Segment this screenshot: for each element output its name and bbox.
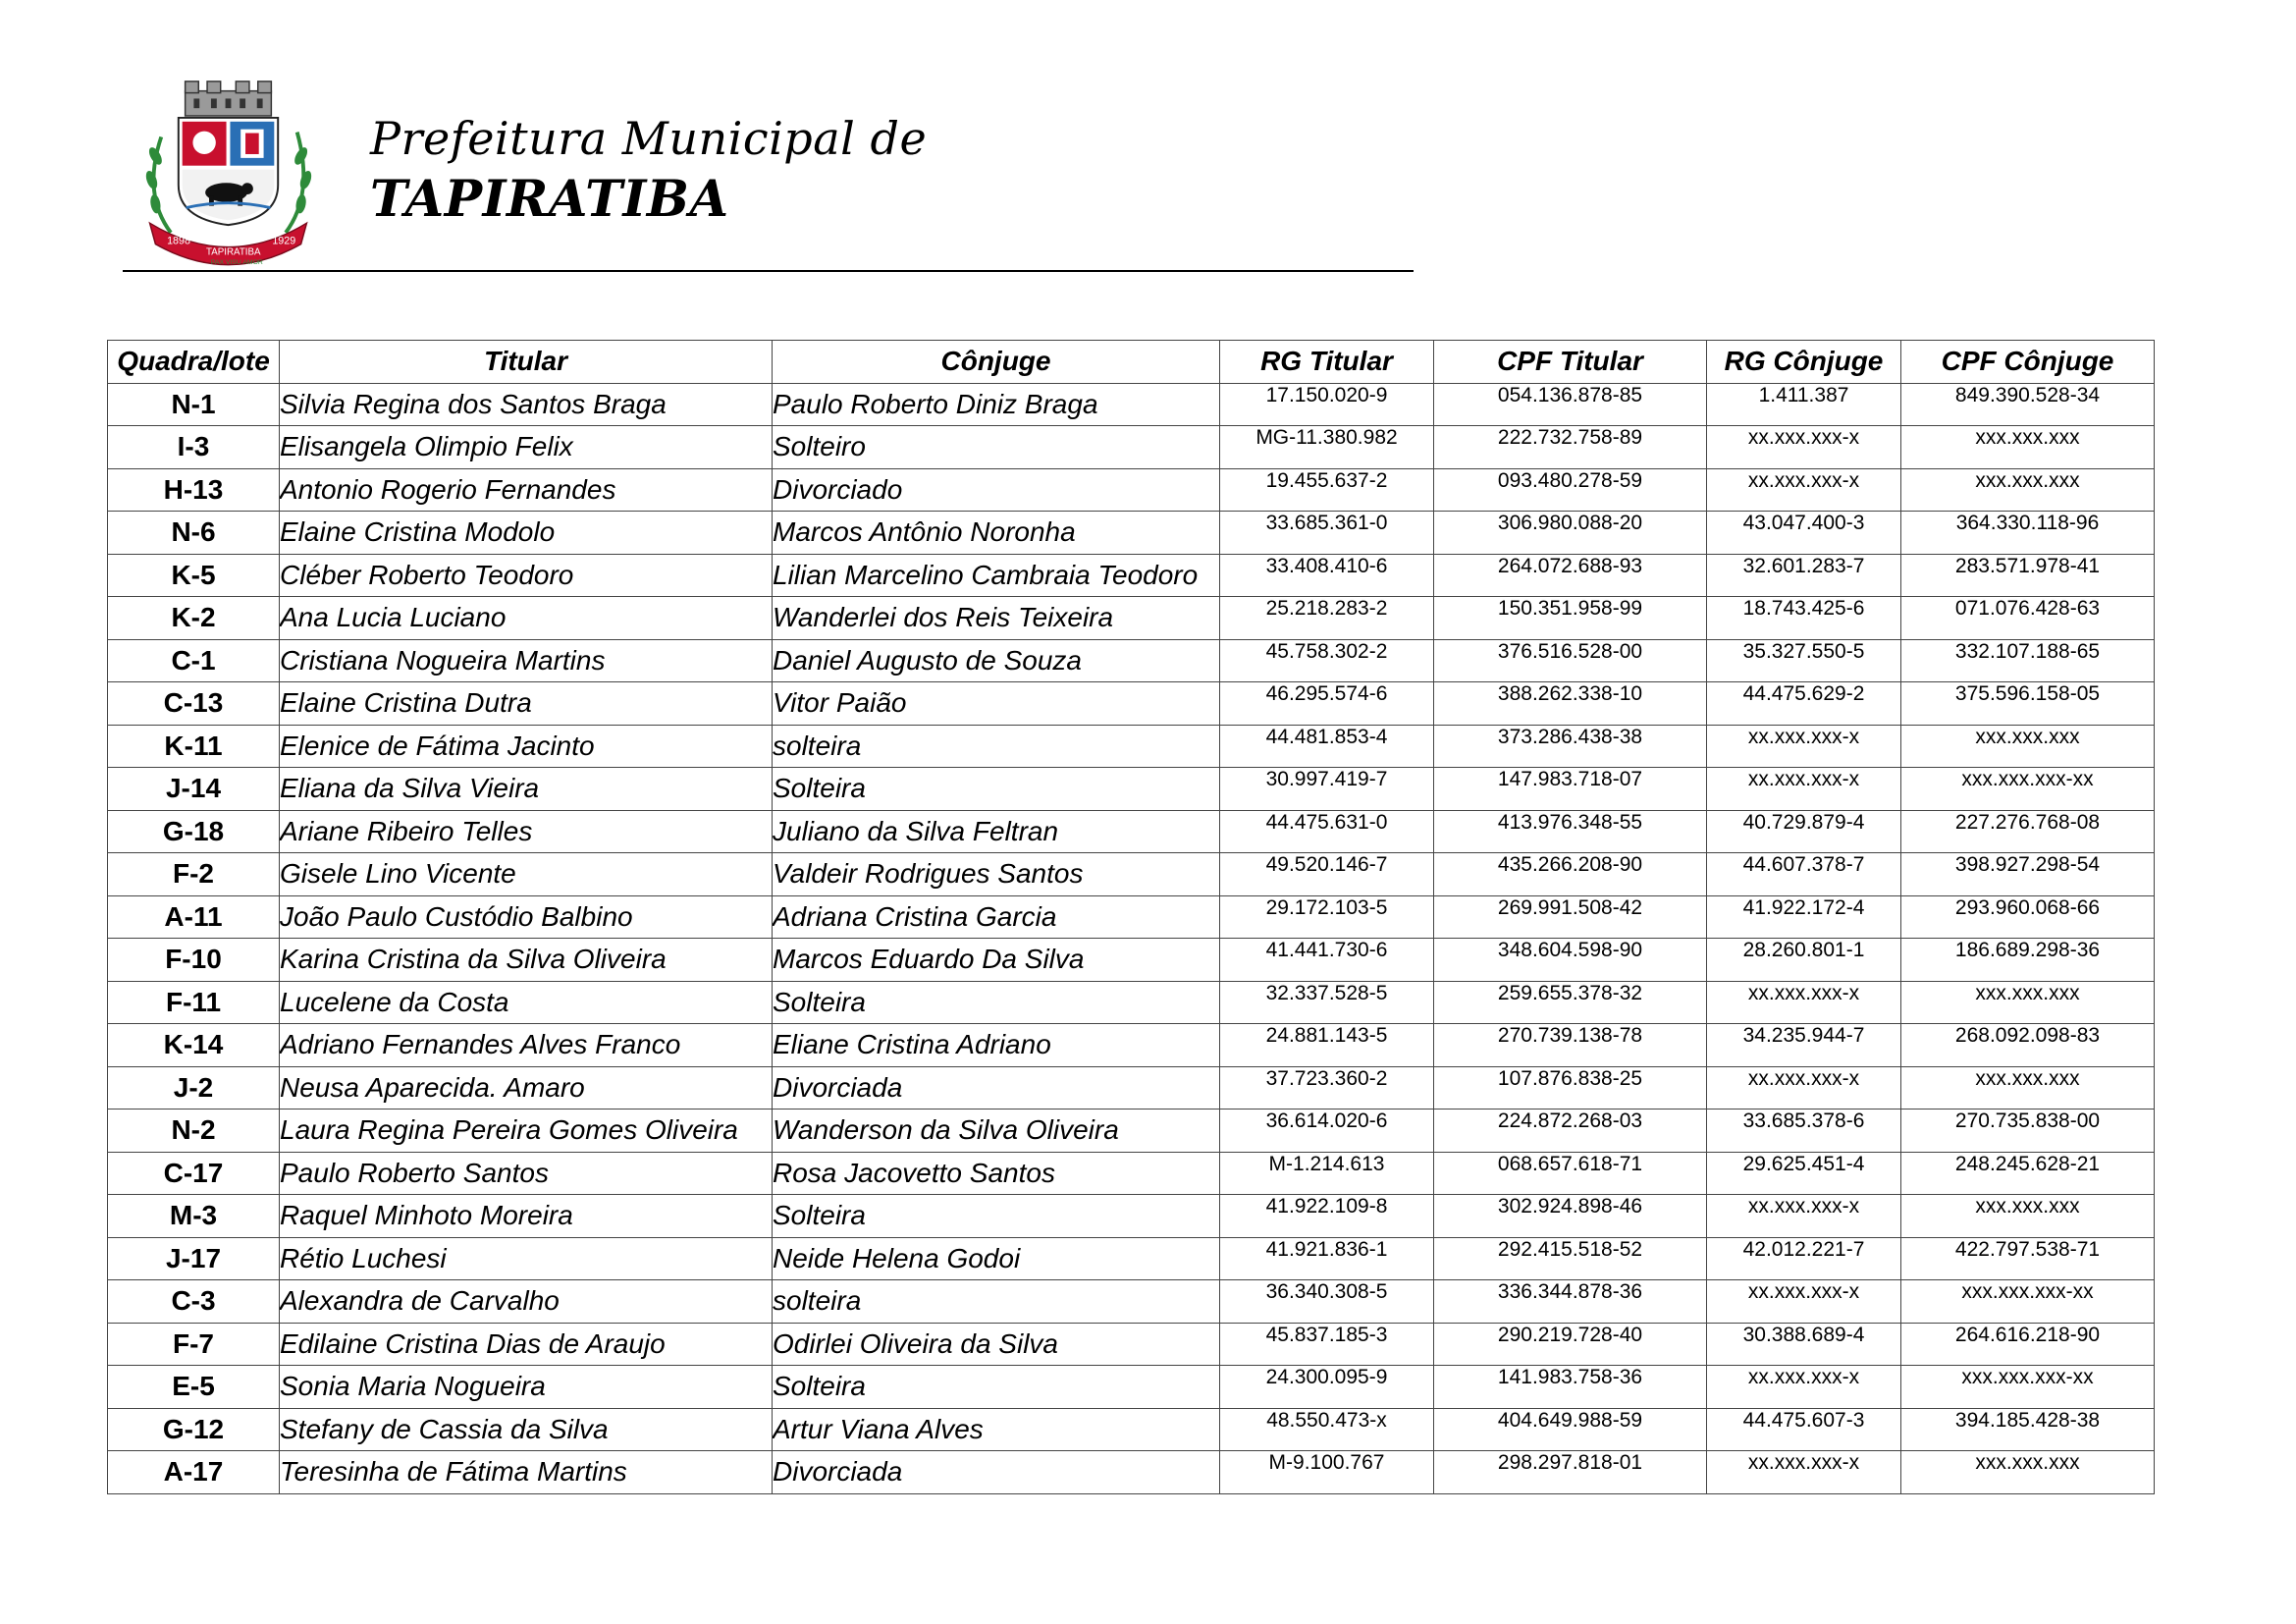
cpf-conjuge-cell: 394.185.428-38 — [1901, 1408, 2155, 1451]
cpf-titular-cell: 107.876.838-25 — [1434, 1066, 1707, 1110]
titular-cell: Edilaine Cristina Dias de Araujo — [280, 1323, 773, 1366]
header-divider — [123, 270, 1414, 272]
table-row — [108, 853, 2155, 896]
rg-conjuge-cell: xx.xxx.xxx-x — [1707, 468, 1901, 512]
table-row — [108, 1066, 2155, 1110]
cpf-titular-cell: 302.924.898-46 — [1434, 1195, 1707, 1238]
conjuge-cell: Solteira — [773, 1195, 1220, 1238]
rg-conjuge-cell: 34.235.944-7 — [1707, 1024, 1901, 1067]
cpf-titular-cell: 068.657.618-71 — [1434, 1152, 1707, 1195]
quadra-lote-cell: C-13 — [108, 682, 280, 726]
titular-cell: Elenice de Fátima Jacinto — [280, 725, 773, 768]
cpf-conjuge-cell: 293.960.068-66 — [1901, 895, 2155, 939]
rg-conjuge-cell: xx.xxx.xxx-x — [1707, 768, 1901, 811]
rg-conjuge-cell: 33.685.378-6 — [1707, 1110, 1901, 1153]
rg-titular-cell: 30.997.419-7 — [1220, 768, 1434, 811]
conjuge-cell: Marcos Eduardo Da Silva — [773, 939, 1220, 982]
quadra-lote-cell: F-11 — [108, 981, 280, 1024]
cpf-titular-cell: 054.136.878-85 — [1434, 383, 1707, 426]
quadra-lote-cell: M-3 — [108, 1195, 280, 1238]
cpf-titular-cell: 435.266.208-90 — [1434, 853, 1707, 896]
quadra-lote-cell: J-17 — [108, 1237, 280, 1280]
cpf-conjuge-cell: 398.927.298-54 — [1901, 853, 2155, 896]
rg-titular-cell: 37.723.360-2 — [1220, 1066, 1434, 1110]
svg-text:PAX VISU AMOR: PAX VISU AMOR — [210, 259, 263, 267]
column-header-titular: Titular — [280, 341, 773, 384]
quadra-lote-cell: A-17 — [108, 1451, 280, 1494]
cpf-conjuge-cell: xxx.xxx.xxx-xx — [1901, 768, 2155, 811]
titular-cell: Stefany de Cassia da Silva — [280, 1408, 773, 1451]
rg-titular-cell: 33.408.410-6 — [1220, 554, 1434, 597]
rg-conjuge-cell: xx.xxx.xxx-x — [1707, 981, 1901, 1024]
table-row — [108, 383, 2155, 426]
titular-cell: Eliana da Silva Vieira — [280, 768, 773, 811]
rg-conjuge-cell: 30.388.689-4 — [1707, 1323, 1901, 1366]
table-row — [108, 1110, 2155, 1153]
column-header-cpf-titular: CPF Titular — [1434, 341, 1707, 384]
quadra-lote-cell: C-17 — [108, 1152, 280, 1195]
rg-conjuge-cell: 40.729.879-4 — [1707, 810, 1901, 853]
titular-cell: Gisele Lino Vicente — [280, 853, 773, 896]
quadra-lote-cell: K-2 — [108, 597, 280, 640]
titular-cell: Silvia Regina dos Santos Braga — [280, 383, 773, 426]
quadra-lote-cell: F-2 — [108, 853, 280, 896]
column-header-rg-titular: RG Titular — [1220, 341, 1434, 384]
rg-conjuge-cell: 1.411.387 — [1707, 383, 1901, 426]
cpf-conjuge-cell: xxx.xxx.xxx — [1901, 1066, 2155, 1110]
quadra-lote-cell: A-11 — [108, 895, 280, 939]
conjuge-cell: Divorciado — [773, 468, 1220, 512]
cpf-titular-cell: 141.983.758-36 — [1434, 1366, 1707, 1409]
titular-cell: Karina Cristina da Silva Oliveira — [280, 939, 773, 982]
titular-cell: Rétio Luchesi — [280, 1237, 773, 1280]
rg-titular-cell: 24.881.143-5 — [1220, 1024, 1434, 1067]
rg-titular-cell: 29.172.103-5 — [1220, 895, 1434, 939]
quadra-lote-cell: C-1 — [108, 639, 280, 682]
cpf-titular-cell: 306.980.088-20 — [1434, 512, 1707, 555]
quadra-lote-cell: K-5 — [108, 554, 280, 597]
rg-titular-cell: M-1.214.613 — [1220, 1152, 1434, 1195]
titular-cell: Antonio Rogerio Fernandes — [280, 468, 773, 512]
table-row — [108, 597, 2155, 640]
cpf-titular-cell: 292.415.518-52 — [1434, 1237, 1707, 1280]
conjuge-cell: Odirlei Oliveira da Silva — [773, 1323, 1220, 1366]
rg-titular-cell: 19.455.637-2 — [1220, 468, 1434, 512]
column-header-conjuge: Cônjuge — [773, 341, 1220, 384]
cpf-conjuge-cell: 422.797.538-71 — [1901, 1237, 2155, 1280]
cpf-conjuge-cell: xxx.xxx.xxx — [1901, 426, 2155, 469]
svg-text:1929: 1929 — [272, 235, 296, 247]
rg-conjuge-cell: 44.475.607-3 — [1707, 1408, 1901, 1451]
table-row — [108, 768, 2155, 811]
table-header-row — [108, 341, 2155, 384]
cpf-titular-cell: 388.262.338-10 — [1434, 682, 1707, 726]
letterhead — [123, 79, 1414, 273]
rg-conjuge-cell: 44.475.629-2 — [1707, 682, 1901, 726]
cpf-titular-cell: 298.297.818-01 — [1434, 1451, 1707, 1494]
rg-conjuge-cell: 44.607.378-7 — [1707, 853, 1901, 896]
conjuge-cell: Wanderson da Silva Oliveira — [773, 1110, 1220, 1153]
table-row — [108, 682, 2155, 726]
cpf-conjuge-cell: 248.245.628-21 — [1901, 1152, 2155, 1195]
rg-titular-cell: 41.922.109-8 — [1220, 1195, 1434, 1238]
rg-titular-cell: 44.481.853-4 — [1220, 725, 1434, 768]
rg-titular-cell: 41.441.730-6 — [1220, 939, 1434, 982]
titular-cell: Ariane Ribeiro Telles — [280, 810, 773, 853]
beneficiaries-table — [107, 340, 2155, 1494]
table-row — [108, 1237, 2155, 1280]
cpf-titular-cell: 290.219.728-40 — [1434, 1323, 1707, 1366]
rg-conjuge-cell: xx.xxx.xxx-x — [1707, 725, 1901, 768]
cpf-conjuge-cell: 071.076.428-63 — [1901, 597, 2155, 640]
table-row — [108, 1152, 2155, 1195]
conjuge-cell: Marcos Antônio Noronha — [773, 512, 1220, 555]
cpf-titular-cell: 147.983.718-07 — [1434, 768, 1707, 811]
quadra-lote-cell: K-14 — [108, 1024, 280, 1067]
rg-conjuge-cell: 35.327.550-5 — [1707, 639, 1901, 682]
titular-cell: Ana Lucia Luciano — [280, 597, 773, 640]
cpf-conjuge-cell: xxx.xxx.xxx — [1901, 468, 2155, 512]
rg-titular-cell: 33.685.361-0 — [1220, 512, 1434, 555]
table-row — [108, 1323, 2155, 1366]
conjuge-cell: Divorciada — [773, 1451, 1220, 1494]
conjuge-cell: Neide Helena Godoi — [773, 1237, 1220, 1280]
table-row — [108, 981, 2155, 1024]
conjuge-cell: Rosa Jacovetto Santos — [773, 1152, 1220, 1195]
cpf-conjuge-cell: xxx.xxx.xxx — [1901, 981, 2155, 1024]
titular-cell: Cléber Roberto Teodoro — [280, 554, 773, 597]
quadra-lote-cell: J-2 — [108, 1066, 280, 1110]
rg-titular-cell: M-9.100.767 — [1220, 1451, 1434, 1494]
conjuge-cell: Paulo Roberto Diniz Braga — [773, 383, 1220, 426]
conjuge-cell: Vitor Paião — [773, 682, 1220, 726]
rg-conjuge-cell: 32.601.283-7 — [1707, 554, 1901, 597]
conjuge-cell: solteira — [773, 1280, 1220, 1324]
cpf-titular-cell: 336.344.878-36 — [1434, 1280, 1707, 1324]
table-row — [108, 426, 2155, 469]
svg-text:TAPIRATIBA: TAPIRATIBA — [206, 246, 261, 258]
table-row — [108, 1024, 2155, 1067]
cpf-conjuge-cell: 375.596.158-05 — [1901, 682, 2155, 726]
titular-cell: Neusa Aparecida. Amaro — [280, 1066, 773, 1110]
table-body — [108, 383, 2155, 1493]
rg-conjuge-cell: 28.260.801-1 — [1707, 939, 1901, 982]
rg-conjuge-cell: 43.047.400-3 — [1707, 512, 1901, 555]
quadra-lote-cell: F-10 — [108, 939, 280, 982]
rg-titular-cell: 45.837.185-3 — [1220, 1323, 1434, 1366]
cpf-titular-cell: 222.732.758-89 — [1434, 426, 1707, 469]
cpf-conjuge-cell: xxx.xxx.xxx — [1901, 725, 2155, 768]
rg-conjuge-cell: xx.xxx.xxx-x — [1707, 426, 1901, 469]
rg-titular-cell: 36.340.308-5 — [1220, 1280, 1434, 1324]
table-row — [108, 810, 2155, 853]
quadra-lote-cell: H-13 — [108, 468, 280, 512]
titular-cell: Raquel Minhoto Moreira — [280, 1195, 773, 1238]
table-row — [108, 895, 2155, 939]
table-row — [108, 468, 2155, 512]
cpf-titular-cell: 264.072.688-93 — [1434, 554, 1707, 597]
titular-cell: Sonia Maria Nogueira — [280, 1366, 773, 1409]
cpf-conjuge-cell: xxx.xxx.xxx — [1901, 1195, 2155, 1238]
titular-cell: Adriano Fernandes Alves Franco — [280, 1024, 773, 1067]
cpf-titular-cell: 150.351.958-99 — [1434, 597, 1707, 640]
cpf-conjuge-cell: 227.276.768-08 — [1901, 810, 2155, 853]
titular-cell: Laura Regina Pereira Gomes Oliveira — [280, 1110, 773, 1153]
rg-conjuge-cell: xx.xxx.xxx-x — [1707, 1366, 1901, 1409]
quadra-lote-cell: E-5 — [108, 1366, 280, 1409]
svg-text:1898: 1898 — [167, 235, 190, 247]
cpf-conjuge-cell: 186.689.298-36 — [1901, 939, 2155, 982]
rg-conjuge-cell: 29.625.451-4 — [1707, 1152, 1901, 1195]
titular-cell: Paulo Roberto Santos — [280, 1152, 773, 1195]
titular-cell: Alexandra de Carvalho — [280, 1280, 773, 1324]
cpf-conjuge-cell: 283.571.978-41 — [1901, 554, 2155, 597]
table-row — [108, 1451, 2155, 1494]
rg-conjuge-cell: 18.743.425-6 — [1707, 597, 1901, 640]
title-prefeitura: Prefeitura Municipal de — [370, 112, 928, 165]
column-header-rg-conjuge: RG Cônjuge — [1707, 341, 1901, 384]
table-row — [108, 725, 2155, 768]
rg-titular-cell: 36.614.020-6 — [1220, 1110, 1434, 1153]
conjuge-cell: Solteira — [773, 981, 1220, 1024]
rg-conjuge-cell: xx.xxx.xxx-x — [1707, 1066, 1901, 1110]
cpf-conjuge-cell: 332.107.188-65 — [1901, 639, 2155, 682]
cpf-conjuge-cell: 364.330.118-96 — [1901, 512, 2155, 555]
title-municipality: TAPIRATIBA — [370, 170, 729, 229]
conjuge-cell: Solteira — [773, 1366, 1220, 1409]
rg-titular-cell: 17.150.020-9 — [1220, 383, 1434, 426]
quadra-lote-cell: C-3 — [108, 1280, 280, 1324]
conjuge-cell: solteira — [773, 725, 1220, 768]
quadra-lote-cell: G-12 — [108, 1408, 280, 1451]
titular-cell: Cristiana Nogueira Martins — [280, 639, 773, 682]
cpf-titular-cell: 376.516.528-00 — [1434, 639, 1707, 682]
rg-conjuge-cell: 41.922.172-4 — [1707, 895, 1901, 939]
rg-titular-cell: 25.218.283-2 — [1220, 597, 1434, 640]
cpf-titular-cell: 224.872.268-03 — [1434, 1110, 1707, 1153]
quadra-lote-cell: N-2 — [108, 1110, 280, 1153]
cpf-conjuge-cell: 268.092.098-83 — [1901, 1024, 2155, 1067]
cpf-titular-cell: 259.655.378-32 — [1434, 981, 1707, 1024]
conjuge-cell: Valdeir Rodrigues Santos — [773, 853, 1220, 896]
titular-cell: João Paulo Custódio Balbino — [280, 895, 773, 939]
quadra-lote-cell: N-6 — [108, 512, 280, 555]
conjuge-cell: Adriana Cristina Garcia — [773, 895, 1220, 939]
rg-titular-cell: MG-11.380.982 — [1220, 426, 1434, 469]
rg-titular-cell: 41.921.836-1 — [1220, 1237, 1434, 1280]
rg-titular-cell: 44.475.631-0 — [1220, 810, 1434, 853]
table-row — [108, 1195, 2155, 1238]
header-title — [370, 110, 927, 232]
conjuge-cell: Juliano da Silva Feltran — [773, 810, 1220, 853]
cpf-titular-cell: 404.649.988-59 — [1434, 1408, 1707, 1451]
quadra-lote-cell: K-11 — [108, 725, 280, 768]
cpf-titular-cell: 348.604.598-90 — [1434, 939, 1707, 982]
titular-cell: Lucelene da Costa — [280, 981, 773, 1024]
rg-conjuge-cell: 42.012.221-7 — [1707, 1237, 1901, 1280]
conjuge-cell: Solteira — [773, 768, 1220, 811]
rg-conjuge-cell: xx.xxx.xxx-x — [1707, 1280, 1901, 1324]
table-row — [108, 1280, 2155, 1324]
quadra-lote-cell: F-7 — [108, 1323, 280, 1366]
cpf-titular-cell: 269.991.508-42 — [1434, 895, 1707, 939]
cpf-conjuge-cell: xxx.xxx.xxx-xx — [1901, 1366, 2155, 1409]
cpf-titular-cell: 373.286.438-38 — [1434, 725, 1707, 768]
rg-conjuge-cell: xx.xxx.xxx-x — [1707, 1195, 1901, 1238]
table-row — [108, 554, 2155, 597]
quadra-lote-cell: N-1 — [108, 383, 280, 426]
titular-cell: Teresinha de Fátima Martins — [280, 1451, 773, 1494]
rg-titular-cell: 24.300.095-9 — [1220, 1366, 1434, 1409]
table-row — [108, 1408, 2155, 1451]
rg-titular-cell: 32.337.528-5 — [1220, 981, 1434, 1024]
conjuge-cell: Daniel Augusto de Souza — [773, 639, 1220, 682]
cpf-titular-cell: 413.976.348-55 — [1434, 810, 1707, 853]
quadra-lote-cell: J-14 — [108, 768, 280, 811]
cpf-conjuge-cell: 270.735.838-00 — [1901, 1110, 2155, 1153]
table-row — [108, 512, 2155, 555]
conjuge-cell: Divorciada — [773, 1066, 1220, 1110]
cpf-conjuge-cell: xxx.xxx.xxx — [1901, 1451, 2155, 1494]
cpf-titular-cell: 093.480.278-59 — [1434, 468, 1707, 512]
cpf-conjuge-cell: xxx.xxx.xxx-xx — [1901, 1280, 2155, 1324]
column-header-cpf-conjuge: CPF Cônjuge — [1901, 341, 2155, 384]
quadra-lote-cell: I-3 — [108, 426, 280, 469]
conjuge-cell: Solteiro — [773, 426, 1220, 469]
conjuge-cell: Artur Viana Alves — [773, 1408, 1220, 1451]
conjuge-cell: Wanderlei dos Reis Teixeira — [773, 597, 1220, 640]
rg-titular-cell: 46.295.574-6 — [1220, 682, 1434, 726]
conjuge-cell: Lilian Marcelino Cambraia Teodoro — [773, 554, 1220, 597]
rg-titular-cell: 49.520.146-7 — [1220, 853, 1434, 896]
titular-cell: Elisangela Olimpio Felix — [280, 426, 773, 469]
rg-conjuge-cell: xx.xxx.xxx-x — [1707, 1451, 1901, 1494]
table-row — [108, 639, 2155, 682]
rg-titular-cell: 45.758.302-2 — [1220, 639, 1434, 682]
quadra-lote-cell: G-18 — [108, 810, 280, 853]
table-row — [108, 1366, 2155, 1409]
titular-cell: Elaine Cristina Dutra — [280, 682, 773, 726]
rg-titular-cell: 48.550.473-x — [1220, 1408, 1434, 1451]
table-row — [108, 939, 2155, 982]
column-header-quadra-lote: Quadra/lote — [108, 341, 280, 384]
cpf-conjuge-cell: 849.390.528-34 — [1901, 383, 2155, 426]
cpf-conjuge-cell: 264.616.218-90 — [1901, 1323, 2155, 1366]
titular-cell: Elaine Cristina Modolo — [280, 512, 773, 555]
cpf-titular-cell: 270.739.138-78 — [1434, 1024, 1707, 1067]
municipal-coat-of-arms-logo — [133, 79, 324, 267]
conjuge-cell: Eliane Cristina Adriano — [773, 1024, 1220, 1067]
